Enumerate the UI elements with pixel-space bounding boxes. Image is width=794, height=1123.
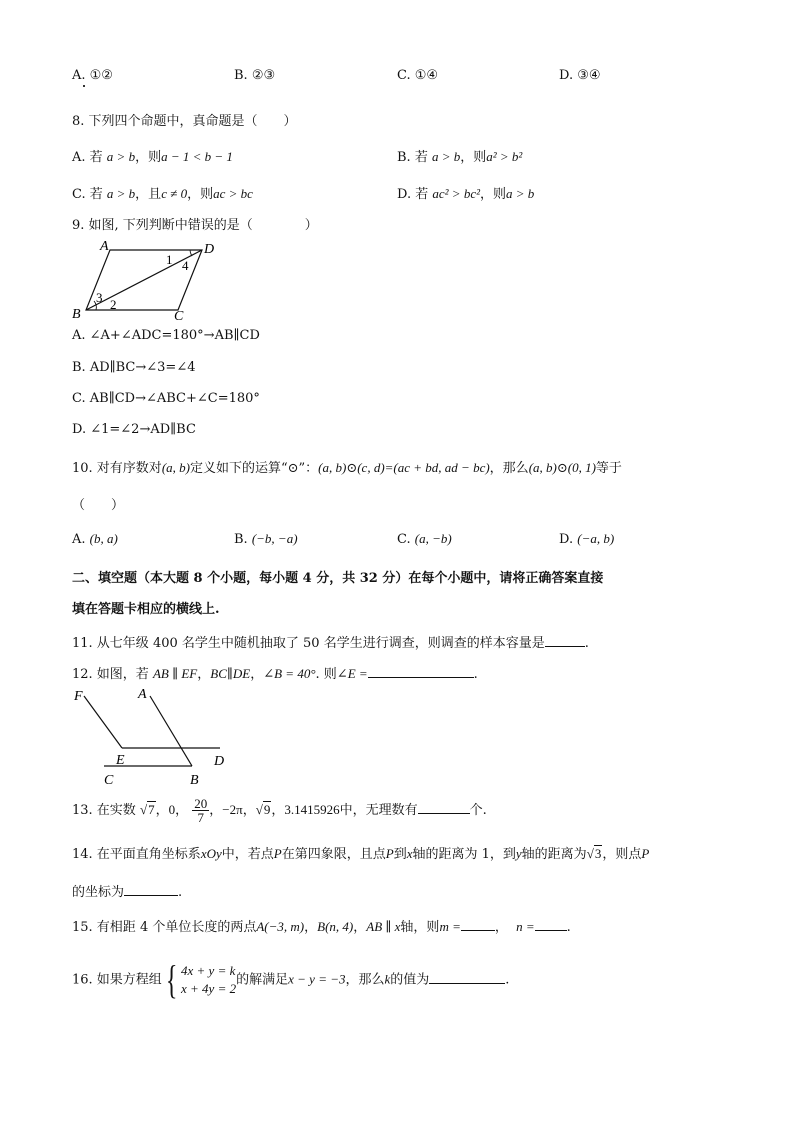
q14-point-p-3: P (641, 846, 650, 861)
q10-b-value: (−b, −a) (251, 531, 298, 546)
q15-end: . (566, 920, 571, 935)
q10-stem-c: ，那么 (489, 461, 529, 476)
q9-option-a: A. ∠A+∠ADC=180°→AB∥CD (72, 328, 260, 343)
q8-b-expr: a² > b² (486, 149, 523, 164)
q8-d-prefix: D. 若 (397, 187, 429, 202)
q10-option-d (559, 531, 614, 547)
q8-c-cond2: c ≠ 0 (161, 186, 188, 201)
q16-line (72, 957, 510, 1002)
q8-option-d (397, 183, 534, 202)
q11-line (72, 632, 589, 651)
q12-parallel-lines-figure (70, 686, 240, 790)
q14-xoy: xOy (200, 846, 222, 861)
q14-answer-blank[interactable] (124, 883, 178, 896)
q12-ask: ∠E = (336, 666, 368, 681)
q10-d-value: (−a, b) (577, 531, 615, 546)
q7-option-c: C. ①④ (397, 68, 439, 83)
q10-stem-d: 等于 (595, 461, 622, 476)
label-vertex-b: B (72, 307, 81, 320)
q16-answer-blank[interactable] (429, 971, 505, 984)
q14-text-d: 到 (393, 847, 407, 862)
q12-answer-blank[interactable] (368, 665, 474, 678)
q13-sqrt9: 9 (263, 802, 271, 817)
q13-zero: 0 (168, 802, 176, 817)
q15-m-answer-blank[interactable] (461, 918, 495, 931)
stray-dot (83, 85, 85, 87)
q16-eq2: x + 4y = 2 (181, 981, 237, 996)
q13-sep-1: ， (155, 803, 169, 818)
q8-option-b (397, 146, 522, 165)
q8-b-prefix: B. 若 (397, 150, 428, 165)
q10-a-label: A. (72, 532, 86, 547)
q13-mid: 中，无理数有 (339, 803, 418, 818)
q15-prefix: 15. 有相距 4 个单位长度的两点 (72, 920, 257, 935)
q10-c-value: (a, −b) (414, 531, 452, 546)
q8-c-mid: ，且 (135, 187, 162, 202)
q16-cond: x − y = −3 (288, 971, 346, 987)
q16-mid3: 的值为 (390, 972, 430, 988)
q10-a-value: (b, a) (89, 531, 118, 546)
q8-c-mid2: ，则 (187, 187, 214, 202)
q12-line (72, 663, 478, 682)
angle-arc-d (190, 250, 192, 256)
q9-parallelogram-figure (70, 238, 230, 320)
q8-b-mid: ，则 (460, 150, 487, 165)
q10-option-b (234, 531, 298, 547)
q14-end: . (178, 885, 183, 900)
q7-option-d: D. ③④ (559, 68, 601, 83)
q12-end: . (473, 667, 478, 682)
q8-a-cond: a > b (106, 149, 136, 164)
q14-y: y (515, 846, 522, 861)
label-angle-3: 3 (96, 290, 103, 305)
label-point-d: D (214, 754, 225, 769)
q16-prefix: 16. 如果方程组 (72, 972, 162, 988)
q13-frac-den: 7 (197, 810, 205, 825)
q9-option-b: B. AD∥BC→∠3=∠4 (72, 360, 196, 375)
q8-option-a (72, 146, 233, 165)
q13-sep-3: ， (209, 803, 223, 818)
label-point-a: A (138, 687, 147, 702)
q8-option-c (72, 183, 253, 202)
label-angle-1: 1 (166, 252, 173, 267)
label-point-f: F (74, 689, 83, 704)
q14-text-c: 在第四象限，且点 (281, 847, 386, 862)
line-fe (84, 696, 122, 748)
q8-c-expr: ac > bc (213, 186, 253, 201)
q15-point-b: B(n, 4) (317, 919, 354, 934)
q12-cond1: AB ∥ EF (152, 666, 198, 681)
q14-sqrt3: 3 (594, 846, 602, 861)
q10-option-a (72, 531, 118, 547)
label-point-c: C (104, 773, 114, 788)
q12-cond2: BC∥DE (210, 666, 251, 681)
q16-mid: 的解满足 (236, 972, 289, 988)
q15-sep-2: ， (353, 920, 367, 935)
q10-c-label: C. (397, 532, 411, 547)
q9-stem: 9. 如图, 下列判断中错误的是（ ） (72, 218, 318, 233)
label-vertex-a: A (100, 239, 109, 254)
q13-line: 13. 在实数 √7，0， $\frac{20}{7}$ ，−2π，√9，3.1415926中，无理数有 个. (72, 796, 487, 825)
label-angle-2: 2 (110, 297, 117, 312)
q13-sep-5: ， (271, 803, 285, 818)
q13-sep-2: ， (175, 803, 189, 818)
q13-sep-4: ， (242, 803, 256, 818)
q7-option-b: B. ②③ (234, 68, 276, 83)
q8-stem: 8. 下列四个命题中，真命题是（ ） (72, 114, 297, 129)
q11-answer-blank[interactable] (545, 634, 585, 647)
q14-text-a: 14. 在平面直角坐标系 (72, 847, 201, 862)
q13-answer-blank[interactable] (418, 801, 470, 814)
q14-x: x (406, 846, 413, 861)
q16-mid2: ，那么 (345, 972, 385, 988)
q15-n-eq: n = (516, 919, 535, 934)
line-ab (150, 696, 192, 766)
q15-m-eq: m = (439, 919, 461, 934)
q11-end: . (584, 636, 589, 651)
q8-a-prefix: A. 若 (72, 150, 103, 165)
q8-d-mid: ，则 (479, 187, 506, 202)
q10-stem-a: 10. 对有序数对 (72, 461, 162, 476)
q13-prefix: 13. 在实数 (72, 803, 136, 818)
q7-option-a: A. ①② (72, 68, 113, 83)
q13-end: 个. (469, 803, 487, 818)
q9-option-c: C. AB∥CD→∠ABC+∠C=180° (72, 391, 260, 406)
q8-a-mid: ，则 (135, 150, 162, 165)
q12-mid: . 则 (315, 667, 337, 682)
section2-heading-line2: 填在答题卡相应的横线上. (72, 602, 220, 617)
q9-option-d: D. ∠1=∠2→AD∥BC (72, 422, 196, 437)
q8-d-cond: ac² > bc² (432, 186, 480, 201)
q14-text-e: 轴的距离为 1，到 (412, 847, 516, 862)
q14-text-g: ，则点 (602, 847, 642, 862)
q10-paren: （ ） (72, 498, 125, 513)
q15-point-a: A(−3, m) (256, 919, 305, 934)
q13-sqrt7: 7 (148, 802, 155, 817)
q8-c-cond: a > b (106, 186, 136, 201)
q8-c-prefix: C. 若 (72, 187, 103, 202)
q10-b-label: B. (234, 532, 248, 547)
q10-question: (a, b)⊙(0, 1) (528, 460, 596, 475)
q8-d-expr: a > b (506, 186, 535, 201)
q15-n-answer-blank[interactable] (535, 918, 567, 931)
q14-text-f: 轴的距离为 (521, 847, 587, 862)
q14-point-p-1: P (273, 846, 282, 861)
label-point-e: E (116, 753, 125, 768)
label-vertex-d: D (204, 242, 215, 257)
q16-equation-system (181, 962, 236, 998)
q11-text: 11. 从七年级 400 名学生中随机抽取了 50 名学生进行调查，则调查的样本容量是 (72, 636, 545, 651)
q12-sep1: ， (197, 667, 211, 682)
q15-cond: AB ∥ x (366, 919, 401, 934)
q10-pair-ab: (a, b) (161, 460, 190, 475)
q15-comma: ， (494, 920, 508, 935)
q12-sep2: ， (250, 667, 264, 682)
q14-line1: 14. 在平面直角坐标系xOy中，若点P在第四象限，且点P到x轴的距离为 1，到y轴的距离为√3，则点P (72, 846, 650, 862)
q16-end: . (505, 972, 510, 988)
q13-pi-approx: 3.1415926 (284, 802, 340, 817)
q8-a-expr: a − 1 < b − 1 (161, 149, 233, 164)
q14-point-p-2: P (385, 846, 394, 861)
q15-sep-1: ， (304, 920, 318, 935)
q13-neg2pi: −2π (222, 802, 243, 817)
q14-line2 (72, 881, 182, 900)
label-angle-4: 4 (182, 258, 189, 273)
q15-mid: 轴，则 (400, 920, 440, 935)
q13-fraction (192, 797, 209, 824)
q10-definition: (a, b)⊙(c, d)=(ac + bd, ad − bc) (318, 460, 490, 475)
q16-eq1: 4x + y = k (181, 963, 236, 978)
q16-k: k (384, 971, 391, 987)
q8-b-cond: a > b (431, 149, 461, 164)
q10-d-label: D. (559, 532, 574, 547)
label-point-b: B (190, 773, 199, 788)
section2-heading-line1: 二、填空题（本大题 8 个小题，每小题 4 分，共 32 分）在每个小题中，请将正确答案直接 (72, 571, 604, 586)
q10-stem-b: 定义如下的运算“⊙”： (189, 461, 319, 476)
q16-left-brace: { (165, 957, 178, 1002)
q12-prefix: 12. 如图，若 (72, 667, 149, 682)
q10-option-c (397, 531, 452, 547)
label-vertex-c: C (174, 309, 184, 320)
q15-line (72, 916, 571, 935)
q12-cond3: ∠B = 40° (263, 666, 316, 681)
q10-stem (72, 457, 622, 476)
q13-frac-num: 20 (194, 796, 208, 811)
q14-text-b: 中，若点 (221, 847, 274, 862)
q14-line2-text: 的坐标为 (72, 885, 125, 900)
